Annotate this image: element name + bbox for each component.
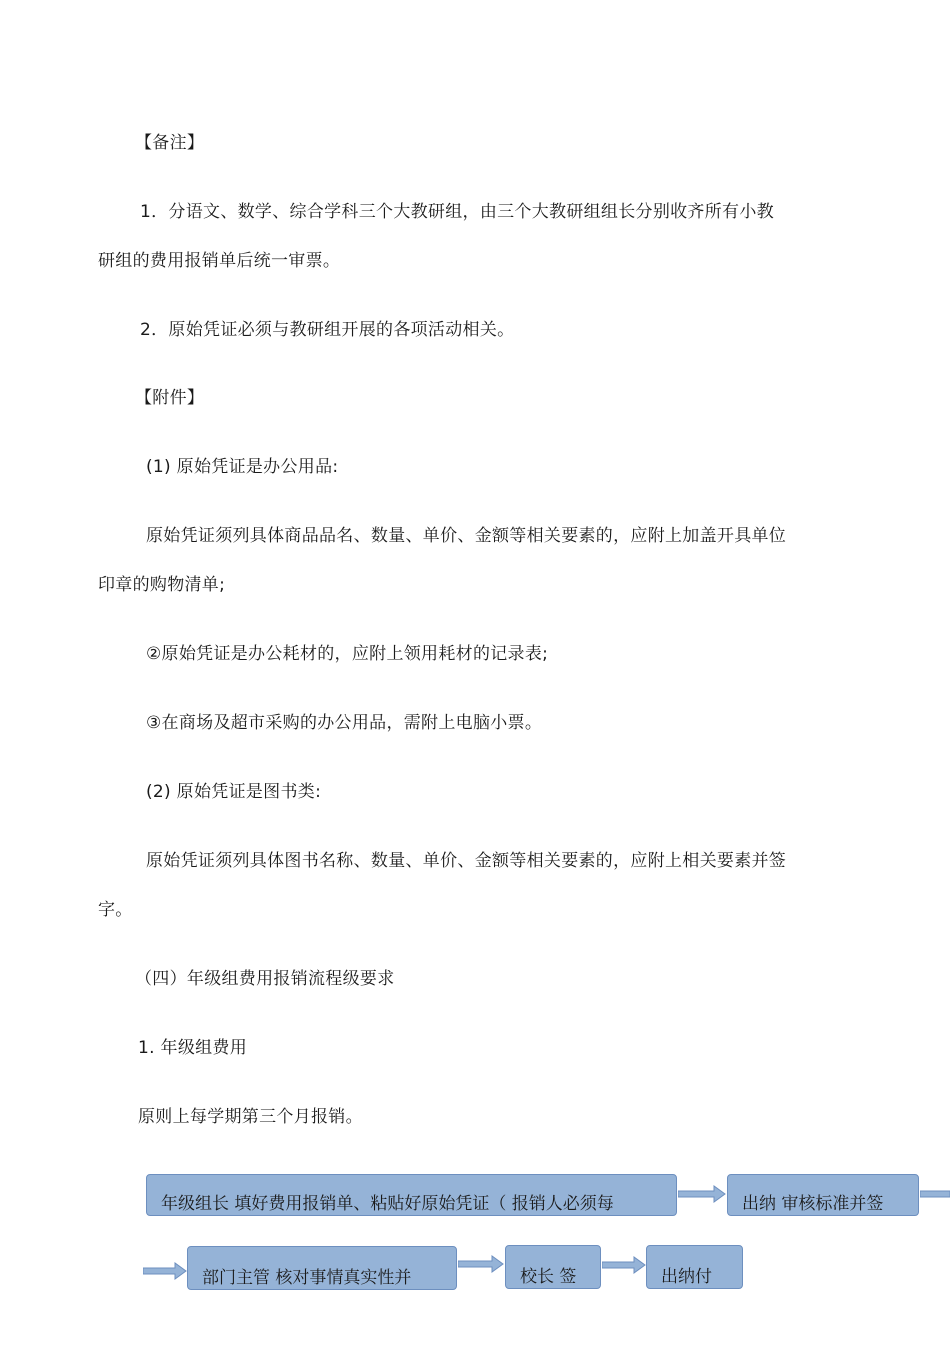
flow-step-5-label: 出纳付	[661, 1267, 712, 1287]
attachments-sub1-item3: ③在商场及超市采购的办公用品，需附上电脑小票。	[146, 713, 543, 733]
attachments-sub1-title: (1) 原始凭证是办公用品:	[146, 457, 339, 477]
notes-item1-line2: 研组的费用报销单后统一审票。	[98, 251, 341, 271]
flow-step-1-label: 年级组长 填好费用报销单、粘贴好原始凭证（ 报销人必须每	[161, 1194, 614, 1214]
flow-step-4-box	[505, 1245, 601, 1289]
flow-step-2-box	[727, 1174, 919, 1216]
flow-arrow-4-icon	[458, 1255, 504, 1273]
attachments-heading: 【附件】	[135, 388, 205, 408]
notes-item1-line1: 1．分语文、数学、综合学科三个大教研组，由三个大教研组组长分别收齐所有小教	[140, 202, 774, 222]
flow-arrow-3-icon	[143, 1262, 187, 1280]
flow-arrow-1-icon	[678, 1185, 726, 1203]
attachments-sub2-title: (2) 原始凭证是图书类:	[146, 782, 322, 802]
flow-step-1-box	[146, 1174, 677, 1216]
section4-rule: 原则上每学期第三个月报销。	[138, 1107, 363, 1127]
flow-arrow-5-icon	[602, 1256, 646, 1274]
notes-heading: 【备注】	[135, 133, 205, 153]
notes-item2: 2．原始凭证必须与教研组开展的各项活动相关。	[140, 320, 515, 340]
flow-step-3-box	[187, 1246, 457, 1290]
attachments-sub1-para-line1: 原始凭证须列具体商品品名、数量、单价、金额等相关要素的，应附上加盖开具单位	[146, 526, 787, 546]
flow-step-2-label: 出纳 审核标准并签	[742, 1194, 884, 1214]
flow-step-5-box	[646, 1245, 743, 1289]
attachments-sub1-item2: ②原始凭证是办公耗材的，应附上领用耗材的记录表;	[146, 644, 549, 664]
flow-arrow-2-icon	[920, 1185, 950, 1203]
attachments-sub1-para-line2: 印章的购物清单;	[98, 575, 226, 595]
section4-sub1: 1. 年级组费用	[138, 1038, 248, 1058]
flow-step-4-label: 校长 签	[520, 1267, 577, 1287]
attachments-sub2-para-line2: 字。	[98, 900, 133, 920]
section4-heading: （四）年级组费用报销流程级要求	[135, 969, 395, 989]
attachments-sub2-para-line1: 原始凭证须列具体图书名称、数量、单价、金额等相关要素的，应附上相关要素并签	[146, 851, 787, 871]
flow-step-3-label: 部门主管 核对事情真实性并	[202, 1268, 412, 1288]
